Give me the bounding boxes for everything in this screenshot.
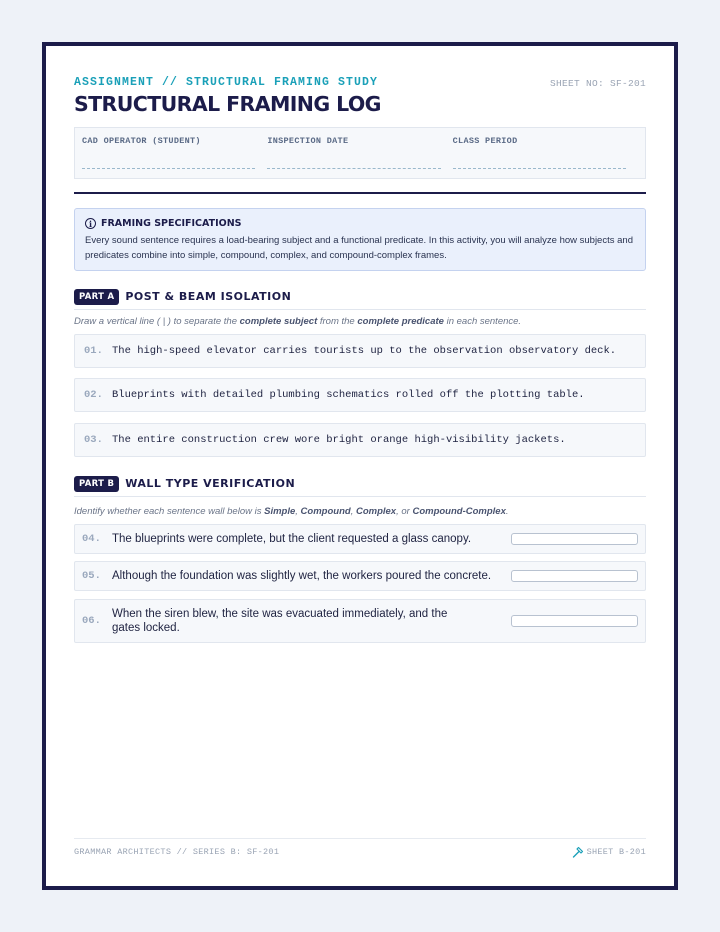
item-number: 01. xyxy=(84,345,103,357)
part-a-item-3[interactable] xyxy=(74,423,646,457)
part-b-badge: PART B xyxy=(74,476,119,492)
part-b-item-5 xyxy=(74,561,646,591)
operator-label: CAD OPERATOR (STUDENT) xyxy=(82,136,201,146)
info-icon: i xyxy=(85,218,96,229)
student-info-box xyxy=(74,127,646,179)
footer-series: GRAMMAR ARCHITECTS // SERIES B: SF-201 xyxy=(74,847,280,857)
part-b-item-6 xyxy=(74,599,646,643)
footer-sheet-label: SHEET B-201 xyxy=(586,847,646,857)
item-number: 04. xyxy=(82,533,101,545)
part-b-header xyxy=(74,475,646,497)
item-sentence: Although the foundation was slightly wet, the workers poured the concrete. xyxy=(112,570,492,582)
part-a-title: POST & BEAM ISOLATION xyxy=(125,290,292,303)
date-line[interactable] xyxy=(267,168,440,169)
spec-heading-row xyxy=(85,218,635,229)
item-number: 03. xyxy=(84,434,103,446)
footer xyxy=(74,838,646,858)
operator-field[interactable] xyxy=(82,136,267,178)
worksheet-sheet xyxy=(42,42,678,890)
part-b-item-4 xyxy=(74,524,646,554)
item-sentence[interactable]: The entire construction crew wore bright orange high-visibility jackets. xyxy=(112,434,566,446)
part-a-item-1[interactable] xyxy=(74,334,646,368)
part-b-instruction: Identify whether each sentence wall below is Simple, Compound, Complex, or Compound-Complex. xyxy=(74,506,509,517)
spec-body: Every sound sentence requires a load-bearing subject and a functional predicate. In this activity, you will analyze how subjects and predicates combine into simple, compound, complex, and compound-complex frames. xyxy=(85,235,633,261)
footer-sheet xyxy=(572,846,646,858)
period-field[interactable] xyxy=(453,136,638,178)
operator-line[interactable] xyxy=(82,168,255,169)
item-number: 06. xyxy=(82,615,101,627)
date-label: INSPECTION DATE xyxy=(267,136,349,146)
part-a-item-2[interactable] xyxy=(74,378,646,412)
period-label: CLASS PERIOD xyxy=(452,136,518,146)
sheet-number: SHEET NO: SF-201 xyxy=(549,78,646,89)
item-sentence: When the siren blew, the site was evacuated immediately, and the gates locked. xyxy=(112,608,448,634)
item-sentence: The blueprints were complete, but the client requested a glass canopy. xyxy=(112,533,472,545)
answer-input[interactable] xyxy=(511,533,638,545)
spec-heading: FRAMING SPECIFICATIONS xyxy=(101,218,242,229)
part-a-header xyxy=(74,288,646,310)
period-line[interactable] xyxy=(453,168,626,169)
page-title: STRUCTURAL FRAMING LOG xyxy=(74,92,381,116)
header-divider xyxy=(74,192,646,194)
answer-input[interactable] xyxy=(511,615,638,627)
part-a-instruction: Draw a vertical line ( | ) to separate the complete subject from the complete predicate in each sentence. xyxy=(74,316,522,327)
item-sentence[interactable]: Blueprints with detailed plumbing schematics rolled off the plotting table. xyxy=(112,389,585,401)
framing-specifications-box xyxy=(74,208,646,271)
item-sentence[interactable]: The high-speed elevator carries tourists up to the observation observatory deck. xyxy=(112,345,617,357)
assignment-eyebrow: ASSIGNMENT // STRUCTURAL FRAMING STUDY xyxy=(74,76,379,89)
date-field[interactable] xyxy=(267,136,452,178)
answer-input[interactable] xyxy=(511,570,638,582)
part-b-title: WALL TYPE VERIFICATION xyxy=(125,477,296,490)
item-number: 02. xyxy=(84,389,103,401)
item-number: 05. xyxy=(82,570,101,582)
hammer-icon xyxy=(572,846,584,858)
part-a-badge: PART A xyxy=(74,289,119,305)
